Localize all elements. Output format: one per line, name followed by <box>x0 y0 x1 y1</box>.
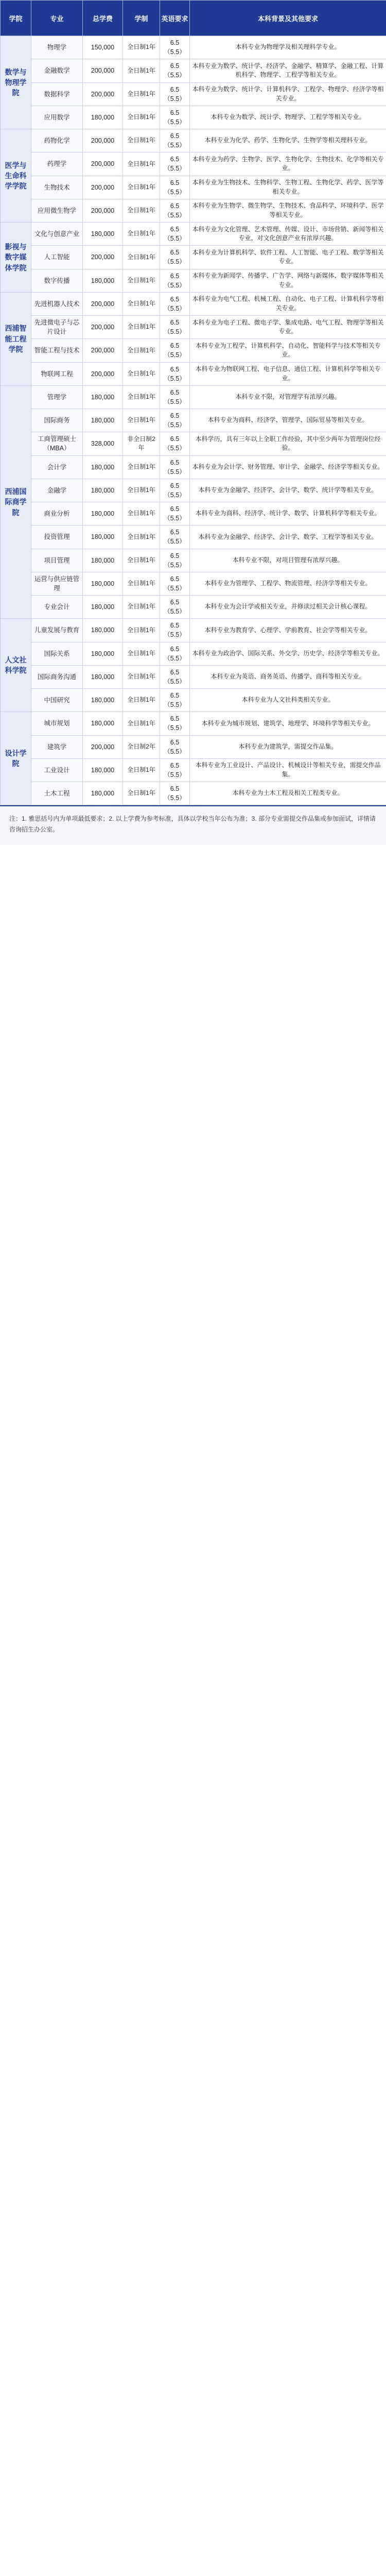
major-name: 儿童发展与教育 <box>31 619 83 642</box>
duration-value: 全日制1年 <box>123 199 160 222</box>
duration-value: 全日制1年 <box>123 665 160 688</box>
tuition-value: 180,000 <box>83 526 123 549</box>
duration-value: 全日制1年 <box>123 596 160 619</box>
duration-value: 全日制1年 <box>123 526 160 549</box>
major-name: 数字传播 <box>31 269 83 292</box>
tuition-value: 180,000 <box>83 455 123 479</box>
ielts-value: 6.5（5.5） <box>160 455 190 479</box>
table-row <box>1 316 386 339</box>
ielts-value: 6.5（5.5） <box>160 223 190 246</box>
major-name: 国际关系 <box>31 642 83 665</box>
ielts-value: 6.5（5.5） <box>160 712 190 735</box>
tuition-value: 180,000 <box>83 689 123 712</box>
requirement-text: 本科专业为商科、经济学、统计学、数学、计算机科学等相关专业。 <box>190 502 386 526</box>
major-name: 物联网工程 <box>31 362 83 385</box>
duration-value: 全日制1年 <box>123 362 160 385</box>
table-row <box>1 572 386 595</box>
requirement-text: 本科专业为金融学、经济学、会计学、数学、统计学等相关专业。 <box>190 479 386 502</box>
college-name: 西浦智能工程学院 <box>1 292 31 385</box>
ielts-value: 6.5（5.5） <box>160 549 190 572</box>
duration-value: 全日制1年 <box>123 59 160 82</box>
table-row <box>1 502 386 526</box>
tuition-value: 180,000 <box>83 385 123 409</box>
ielts-value: 6.5（5.5） <box>160 292 190 315</box>
header-requirement: 本科背景及其他要求 <box>190 1 386 36</box>
ielts-value: 6.5（5.5） <box>160 129 190 152</box>
duration-value: 全日制1年 <box>123 82 160 106</box>
major-name: 应用微生物学 <box>31 199 83 222</box>
table-row <box>1 455 386 479</box>
program-table <box>0 0 386 805</box>
major-name: 运营与供应链管理 <box>31 572 83 595</box>
table-row <box>1 339 386 362</box>
duration-value: 全日制1年 <box>123 479 160 502</box>
duration-value: 全日制1年 <box>123 269 160 292</box>
table-row <box>1 292 386 315</box>
table-row <box>1 129 386 152</box>
requirement-text: 本科专业为药学、生物学、医学、生物化学、生物技术、化学等相关专业。 <box>190 152 386 176</box>
college-name: 西浦国际商学院 <box>1 385 31 619</box>
ielts-value: 6.5（5.5） <box>160 385 190 409</box>
requirement-text: 本科专业为数学、统计学、经济学、金融学、精算学、金融工程、计算机科学、物理学、工程学等相关专业。 <box>190 59 386 82</box>
ielts-value: 6.5（5.5） <box>160 526 190 549</box>
requirement-text: 本科专业为数学、统计学、计算机科学、工程学、物理学、经济学等相关专业。 <box>190 82 386 106</box>
major-name: 国际商务沟通 <box>31 665 83 688</box>
requirement-text: 本科专业为物联网工程、电子信息、通信工程、计算机科学等相关专业。 <box>190 362 386 385</box>
requirement-text: 本科专业为电子工程、微电子学、集成电路、电气工程、物理学等相关专业。 <box>190 316 386 339</box>
tuition-value: 180,000 <box>83 269 123 292</box>
header-college: 学院 <box>1 1 31 36</box>
major-name: 人工智能 <box>31 246 83 269</box>
major-name: 先进微电子与芯片设计 <box>31 316 83 339</box>
table-row <box>1 246 386 269</box>
tuition-value: 200,000 <box>83 246 123 269</box>
ielts-value: 6.5（5.5） <box>160 362 190 385</box>
table-row <box>1 362 386 385</box>
table-row <box>1 106 386 129</box>
header-major: 专业 <box>31 1 83 36</box>
major-name: 智能工程与技术 <box>31 339 83 362</box>
major-name: 应用数学 <box>31 106 83 129</box>
requirement-text: 本科专业不限，对项目管理有浓厚兴趣。 <box>190 549 386 572</box>
college-name: 数学与物理学院 <box>1 36 31 129</box>
major-name: 工业设计 <box>31 758 83 782</box>
tuition-value: 180,000 <box>83 782 123 805</box>
table-row <box>1 432 386 455</box>
requirement-text: 本科专业为工业设计、产品设计、机械设计等相关专业，需提交作品集。 <box>190 758 386 782</box>
ielts-value: 6.5（5.5） <box>160 572 190 595</box>
requirement-text: 本科专业为城市规划、建筑学、地理学、环境科学等相关专业。 <box>190 712 386 735</box>
table-header-row <box>1 1 386 36</box>
ielts-value: 6.5（5.5） <box>160 409 190 432</box>
header-duration: 学制 <box>123 1 160 36</box>
table-row <box>1 59 386 82</box>
tuition-value: 200,000 <box>83 59 123 82</box>
table-row <box>1 526 386 549</box>
major-name: 数据科学 <box>31 82 83 106</box>
duration-value: 全日制2年 <box>123 735 160 758</box>
requirement-text: 本科专业为物理学及相关理科学专业。 <box>190 36 386 59</box>
ielts-value: 6.5（5.5） <box>160 665 190 688</box>
requirement-text: 本科专业为化学、药学、生物化学、生物学等相关理科专业。 <box>190 129 386 152</box>
ielts-value: 6.5（5.5） <box>160 339 190 362</box>
page <box>0 0 386 845</box>
major-name: 建筑学 <box>31 735 83 758</box>
requirement-text: 本科专业为生物学、微生物学、生物技术、食品科学、环境科学、医学等相关专业。 <box>190 199 386 222</box>
tuition-value: 200,000 <box>83 735 123 758</box>
ielts-value: 6.5（5.5） <box>160 82 190 106</box>
duration-value: 全日制1年 <box>123 176 160 199</box>
table-row <box>1 269 386 292</box>
requirement-text: 本科专业为人文社科类相关专业。 <box>190 689 386 712</box>
duration-value: 全日制1年 <box>123 36 160 59</box>
tuition-value: 180,000 <box>83 106 123 129</box>
requirement-text: 本科专业为管理学、工程学、物流管理、经济学等相关专业。 <box>190 572 386 595</box>
college-name: 影视与数字媒体学院 <box>1 223 31 293</box>
major-name: 金融数学 <box>31 59 83 82</box>
tuition-value: 180,000 <box>83 572 123 595</box>
ielts-value: 6.5（5.5） <box>160 619 190 642</box>
requirement-text: 本科专业为数学、统计学、物理学、工程学等相关专业。 <box>190 106 386 129</box>
tuition-value: 180,000 <box>83 758 123 782</box>
tuition-value: 200,000 <box>83 82 123 106</box>
ielts-value: 6.5（5.5） <box>160 106 190 129</box>
ielts-value: 6.5（5.5） <box>160 758 190 782</box>
tuition-value: 180,000 <box>83 712 123 735</box>
duration-value: 全日制1年 <box>123 292 160 315</box>
header-ielts: 英语要求 <box>160 1 190 36</box>
tuition-value: 180,000 <box>83 665 123 688</box>
ielts-value: 6.5（5.5） <box>160 152 190 176</box>
duration-value: 全日制1年 <box>123 246 160 269</box>
requirement-text: 本科专业为会计学、财务管理、审计学、金融学、经济学等相关专业。 <box>190 455 386 479</box>
tuition-value: 180,000 <box>83 502 123 526</box>
table-row <box>1 735 386 758</box>
major-name: 土木工程 <box>31 782 83 805</box>
duration-value: 全日制1年 <box>123 572 160 595</box>
major-name: 文化与创意产业 <box>31 223 83 246</box>
major-name: 先进机器人技术 <box>31 292 83 315</box>
tuition-value: 200,000 <box>83 292 123 315</box>
tuition-value: 180,000 <box>83 642 123 665</box>
requirement-text: 本科专业不限，对管理学有浓厚兴趣。 <box>190 385 386 409</box>
duration-value: 全日制1年 <box>123 712 160 735</box>
major-name: 城市规划 <box>31 712 83 735</box>
tuition-value: 200,000 <box>83 129 123 152</box>
ielts-value: 6.5（5.5） <box>160 36 190 59</box>
table-row <box>1 619 386 642</box>
duration-value: 全日制1年 <box>123 106 160 129</box>
ielts-value: 6.5（5.5） <box>160 735 190 758</box>
tuition-value: 200,000 <box>83 362 123 385</box>
tuition-value: 180,000 <box>83 409 123 432</box>
duration-value: 全日制1年 <box>123 642 160 665</box>
requirement-text: 本科专业为新闻学、传播学、广告学、网络与新媒体、数字媒体等相关专业。 <box>190 269 386 292</box>
table-row <box>1 223 386 246</box>
major-name: 商业分析 <box>31 502 83 526</box>
ielts-value: 6.5（5.5） <box>160 689 190 712</box>
duration-value: 全日制1年 <box>123 316 160 339</box>
table-row <box>1 409 386 432</box>
footnote: 注：1. 雅思括号内为单项最低要求；2. 以上学费为参考标准，具体以学校当年公布为准；3. 部分专业需提交作品集或参加面试，详情请咨询招生办公室。 <box>0 805 386 845</box>
requirement-text: 本科专业为工程学、计算机科学、自动化、智能科学与技术等相关专业。 <box>190 339 386 362</box>
table-row <box>1 199 386 222</box>
tuition-value: 200,000 <box>83 152 123 176</box>
requirement-text: 本科专业为生物技术、生物科学、生物工程、生物化学、药学、医学等相关专业。 <box>190 176 386 199</box>
major-name: 专业会计 <box>31 596 83 619</box>
requirement-text: 本科学历，具有三年以上全职工作经验，其中至少两年为管理岗位经验。 <box>190 432 386 455</box>
table-row <box>1 665 386 688</box>
table-row <box>1 36 386 59</box>
ielts-value: 6.5（5.5） <box>160 269 190 292</box>
tuition-value: 150,000 <box>83 36 123 59</box>
major-name: 金融学 <box>31 479 83 502</box>
requirement-text: 本科专业为英语、商务英语、传播学、商科等相关专业。 <box>190 665 386 688</box>
table-row <box>1 479 386 502</box>
duration-value: 全日制1年 <box>123 689 160 712</box>
tuition-value: 200,000 <box>83 316 123 339</box>
table-row <box>1 596 386 619</box>
duration-value: 非全日制2年 <box>123 432 160 455</box>
major-name: 中国研究 <box>31 689 83 712</box>
duration-value: 全日制1年 <box>123 782 160 805</box>
major-name: 药物化学 <box>31 129 83 152</box>
ielts-value: 6.5（5.5） <box>160 316 190 339</box>
tuition-value: 200,000 <box>83 176 123 199</box>
major-name: 国际商务 <box>31 409 83 432</box>
ielts-value: 6.5（5.5） <box>160 199 190 222</box>
table-row <box>1 689 386 712</box>
ielts-value: 6.5（5.5） <box>160 502 190 526</box>
requirement-text: 本科专业为文化管理、艺术管理、传媒、设计、市场营销、新闻等相关专业，对文化创意产业有浓厚兴趣。 <box>190 223 386 246</box>
college-name: 医学与生命科学学院 <box>1 129 31 223</box>
tuition-value: 180,000 <box>83 596 123 619</box>
ielts-value: 6.5（5.5） <box>160 432 190 455</box>
major-name: 工商管理硕士（MBA） <box>31 432 83 455</box>
ielts-value: 6.5（5.5） <box>160 782 190 805</box>
major-name: 投资管理 <box>31 526 83 549</box>
table-row <box>1 152 386 176</box>
requirement-text: 本科专业为金融学、经济学、会计学、数学、工程学等相关专业。 <box>190 526 386 549</box>
requirement-text: 本科专业为政治学、国际关系、外交学、历史学、经济学等相关专业。 <box>190 642 386 665</box>
table-row <box>1 642 386 665</box>
major-name: 物理学 <box>31 36 83 59</box>
duration-value: 全日制1年 <box>123 619 160 642</box>
tuition-value: 180,000 <box>83 549 123 572</box>
major-name: 药理学 <box>31 152 83 176</box>
table-row <box>1 385 386 409</box>
table-row <box>1 176 386 199</box>
tuition-value: 200,000 <box>83 339 123 362</box>
ielts-value: 6.5（5.5） <box>160 59 190 82</box>
table-row <box>1 782 386 805</box>
ielts-value: 6.5（5.5） <box>160 479 190 502</box>
table-body <box>1 36 386 805</box>
table-row <box>1 758 386 782</box>
college-name: 人文社科学院 <box>1 619 31 712</box>
duration-value: 全日制1年 <box>123 758 160 782</box>
table-row <box>1 82 386 106</box>
duration-value: 全日制1年 <box>123 339 160 362</box>
tuition-value: 180,000 <box>83 223 123 246</box>
ielts-value: 6.5（5.5） <box>160 642 190 665</box>
major-name: 管理学 <box>31 385 83 409</box>
duration-value: 全日制1年 <box>123 223 160 246</box>
major-name: 会计学 <box>31 455 83 479</box>
requirement-text: 本科专业为土木工程及相关工程类专业。 <box>190 782 386 805</box>
college-name: 设计学院 <box>1 712 31 805</box>
table-row <box>1 549 386 572</box>
duration-value: 全日制1年 <box>123 455 160 479</box>
duration-value: 全日制1年 <box>123 152 160 176</box>
requirement-text: 本科专业为建筑学，需提交作品集。 <box>190 735 386 758</box>
major-name: 生物技术 <box>31 176 83 199</box>
tuition-value: 328,000 <box>83 432 123 455</box>
header-tuition: 总学费 <box>83 1 123 36</box>
requirement-text: 本科专业为教育学、心理学、学前教育、社会学等相关专业。 <box>190 619 386 642</box>
duration-value: 全日制1年 <box>123 409 160 432</box>
tuition-value: 180,000 <box>83 479 123 502</box>
requirement-text: 本科专业为电气工程、机械工程、自动化、电子工程、计算机科学等相关专业。 <box>190 292 386 315</box>
requirement-text: 本科专业为商科、经济学、管理学、国际贸易等相关专业。 <box>190 409 386 432</box>
duration-value: 全日制1年 <box>123 549 160 572</box>
ielts-value: 6.5（5.5） <box>160 246 190 269</box>
duration-value: 全日制1年 <box>123 385 160 409</box>
tuition-value: 200,000 <box>83 199 123 222</box>
duration-value: 全日制1年 <box>123 129 160 152</box>
ielts-value: 6.5（5.5） <box>160 596 190 619</box>
major-name: 项目管理 <box>31 549 83 572</box>
requirement-text: 本科专业为会计学或相关专业，并修读过相关会计核心课程。 <box>190 596 386 619</box>
table-row <box>1 712 386 735</box>
ielts-value: 6.5（5.5） <box>160 176 190 199</box>
tuition-value: 180,000 <box>83 619 123 642</box>
duration-value: 全日制1年 <box>123 502 160 526</box>
requirement-text: 本科专业为计算机科学、软件工程、人工智能、电子工程、数学等相关专业。 <box>190 246 386 269</box>
